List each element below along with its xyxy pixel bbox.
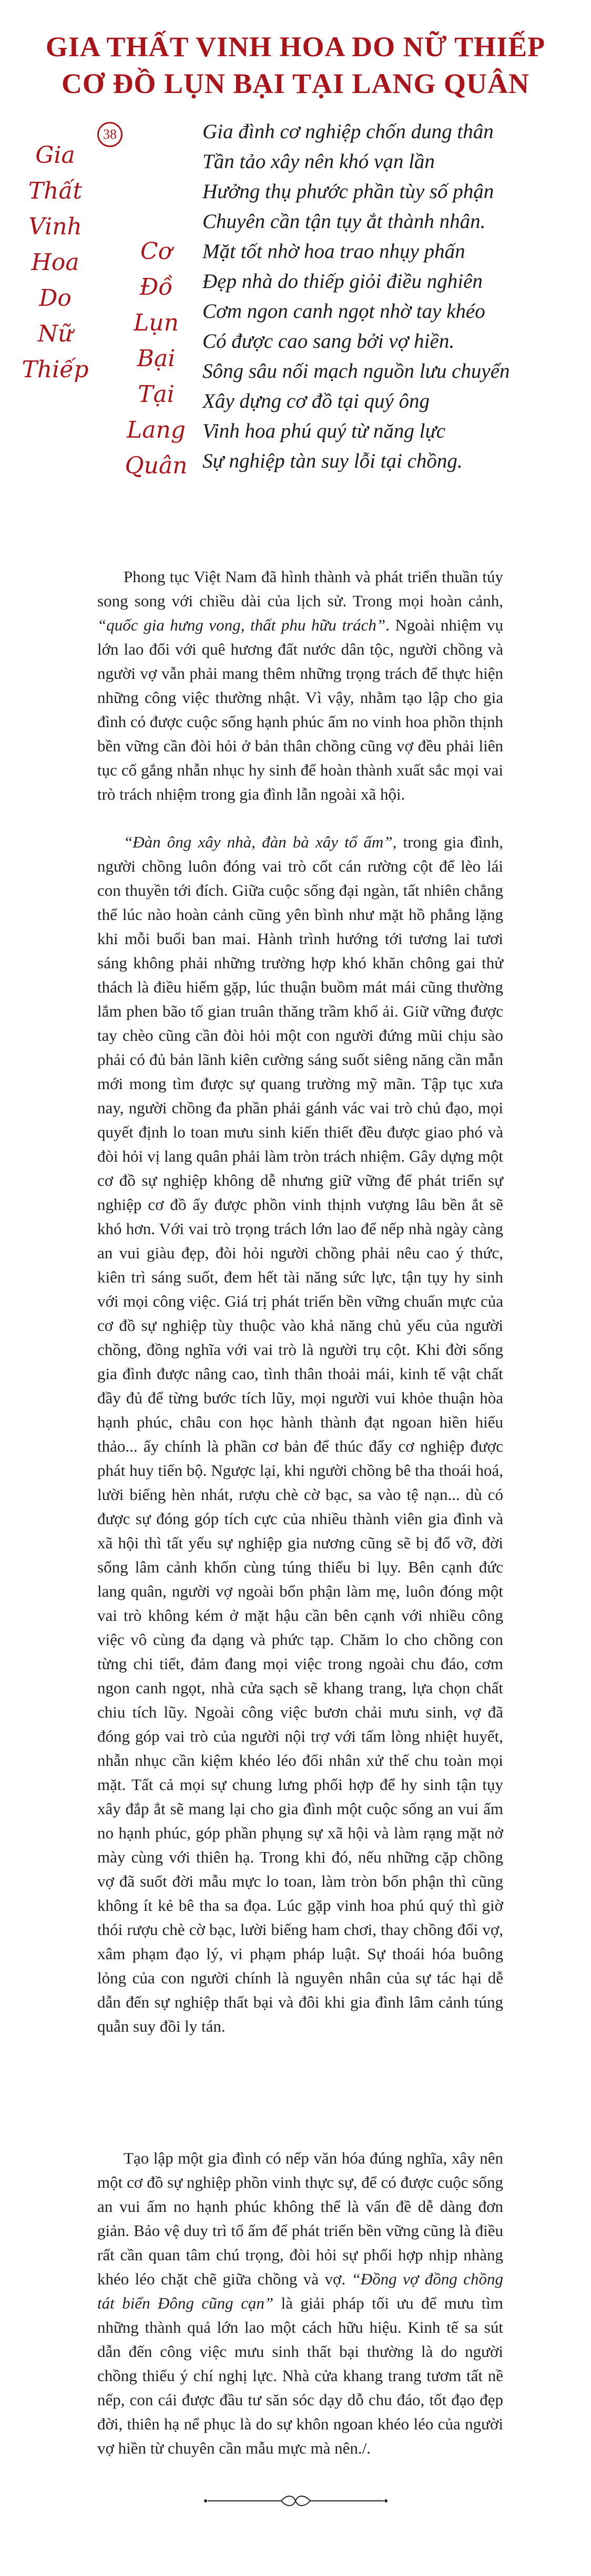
calligraphy-char: Hoa xyxy=(31,249,79,276)
paragraph-text: Phong tục Việt Nam đã hình thành và phát triển thuần túy song song với chiều dài của lịch sử. Trong mọi hoàn cảnh, xyxy=(97,567,503,610)
poem xyxy=(202,117,510,476)
calligraphy-char: Bại xyxy=(137,345,176,372)
quote-text: “Đàn ông xây nhà, đàn bà xây tổ ấm” xyxy=(124,833,393,851)
paragraph-text: Tạo lập một gia đình có nếp văn hóa đúng nghĩa, xây nên một cơ đồ sự nghiệp phồn vinh thực sự, để có được cuộc sống an vui ấm no hạnh phúc không thể là vấn đề dễ dàng đơn giản. Bảo vệ duy trì tổ ấm để phát triển bền vững cũng là điều rất cần quan tâm chú trọng, đòi hỏi sự phối hợp nhịp nhàng khéo léo chặt chẽ giữa chồng và vợ. xyxy=(97,2149,503,2288)
poem-line: Đẹp nhà do thiếp giỏi điều nghiên xyxy=(202,270,483,293)
poem-line: Tần tảo xây nên khó vạn lần xyxy=(202,150,435,173)
paragraph xyxy=(97,830,503,2039)
calligraphy-char: Lụn xyxy=(134,309,179,336)
paragraph-text: là giải pháp tối ưu để mưu tìm những thành quả lớn lao một cách hữu hiệu. Kinh tế sa sút dẫn đến công việc mưu sinh thất bại thường là do người chồng thiếu ý chí nghị lực. Nhà cửa khang trang tươm tất nề nếp, con cái được đầu tư săn sóc dạy dỗ chu đáo, tốt đạo đẹp đời, thiên hạ nể phục là do sự khôn ngoan khéo léo của người vợ hiền từ chuyên cần mẫu mực mà nên./. xyxy=(97,2294,503,2457)
poem-line: Mặt tốt nhờ hoa trao nhụy phấn xyxy=(202,240,465,263)
calligraphy-char: Quân xyxy=(125,452,188,479)
paragraph-text: , trong gia đình, người chồng luôn đóng vai trò cốt cán rường cột để lèo lái con thuyền tới đích. Giữa cuộc sống đại ngàn, tất nhiên chẳng thể lúc nào hoàn cảnh cũng yên bình như mặt hồ phẳng lặng khi mỗi buổi ban mai. Hành trình hướng tới tương lai tươi sáng không phải những trường hợp khó khăn chông gai thử thách là điều hiếm gặp, lúc thuận buồm mát mái cũng thường lắm phen bão tố gian truân thăng trầm khổ ải. Giữ vững được tay chèo cũng cần đòi hỏi một con người đứng mũi chịu sào phải có đủ bản lãnh kiên cường sáng suốt siêng năng cần mẫn mới mong tìm được sự quang trường mỹ mãn. Tập tục xưa nay, người chồng đa phần phải gánh vác vai trò chủ đạo, mọi quyết định lo toan mưu sinh kiến thiết đều được giao phó và đòi hỏi vị lang quân phải làm tròn trách nhiệm. Gây dựng một cơ đồ sự nghiệp không dễ nhưng giữ vững để phát triển sự nghiệp cơ đồ ấy được phồn vinh thịnh vượng lâu bền ắt sẽ khó hơn. Với vai trò trọng trách lớn lao để nếp nhà ngày càng an vui giàu đẹp, đòi hỏi người chồng phải nêu cao ý thức, kiên trì sáng suốt, đem hết tài năng sức lực, tận tụy hy sinh với mọi công việc. Giá trị phát triển bền vững chuẩn mực của cơ đồ sự nghiệp tùy thuộc vào khả năng chủ yếu của người chồng, đồng nghĩa với vai trò là người trụ cột. Khi đời sống gia đình được nâng cao, tình thân thoải mái, kinh tế vật chất đầy đủ để từng bước tích lũy, mọi người vui khỏe thuận hòa hạnh phúc, châu con học hành thành đạt ngoan hiền hiếu thảo... ấy chính là phần cơ bản để thúc đẩy cơ nghiệp được phát huy tiến bộ. Ngược lại, khi người chồng bê tha thoái hoá, lười biếng hèn nhát, rượu chè cờ bạc, sa vào tệ nạn... dù có được sự đóng góp tích cực của nhiều thành viên gia đình và xã hội thì tất yếu sự nghiệp gia nương cũng sẽ bị đổ vỡ, đời sống lâm cảnh khốn cùng túng thiếu bi lụy. Bên cạnh đức lang quân, người vợ ngoài bổn phận làm mẹ, luôn đóng một vai trò không kém ở mặt hậu cần bên cạnh với nhiều công việc vô cùng đa dạng và phức tạp. Chăm lo cho chồng con từng chi tiết, đảm đang mọi việc trong ngoài chu đáo, cơm ngon canh ngọt, nhà cửa sạch sẽ khang trang, lựa chọn chất chiu tích lũy. Ngoài công việc bươn chải mưu sinh, vợ đã đóng góp vai trò của người nội trợ với tấm lòng nhiệt huyết, nhẫn nhục cần kiệm khéo léo đối nhân xử thế chu toàn mọi mặt. Tất cả mọi sự chung lưng phối hợp để hy sinh tận tụy xây đắp ắt sẽ mang lại cho gia đình một cuộc sống an vui ấm no hạnh phúc, góp phần phụng sự xã hội và làm rạng mặt nở mày cùng với thiên hạ. Trong khi đó, nếu những cặp chồng vợ đã suốt đời mẫu mực lo toan, làm tròn bổn phận thì cũng không ít kẻ bê tha sa đọa. Lúc gặp vinh hoa phú quý thì giờ thói rượu chè cờ bạc, lười biếng ham chơi, thay chồng đổi vợ, xâm phạm đạo lý, vi phạm pháp luật. Sự thoái hóa buông lỏng của con người chính là nguyên nhân của sự tác hại dễ dẫn đến sự nghiệp thất bại và đôi khi gia đình lâm cảnh túng quẫn suy đồi ly tán. xyxy=(97,833,504,2035)
calligraphy-char: Gia xyxy=(35,142,75,169)
calligraphy-char: Tại xyxy=(138,381,175,408)
poem-line: Có được cao sang bởi vợ hiền. xyxy=(202,330,455,353)
poem-line: Chuyên cần tận tụy ắt thành nhân. xyxy=(202,210,486,233)
poem-line: Gia đình cơ nghiệp chốn dung thân xyxy=(202,120,494,143)
poem-line: Hưởng thụ phước phần tùy số phận xyxy=(202,180,494,203)
body-paragraph-1 xyxy=(97,565,503,806)
page-number-badge: 38 xyxy=(97,122,123,147)
calligraphy-char: Đồ xyxy=(139,274,173,301)
quote-text: “Đồng vợ đồng chồng tát biển Đông cũng cạn” xyxy=(97,2270,503,2312)
body-paragraph-3 xyxy=(97,2146,503,2460)
calligraphy-char: Thiếp xyxy=(22,356,89,383)
paragraph xyxy=(97,565,503,806)
poem-line: Vinh hoa phú quý từ năng lực xyxy=(202,420,446,442)
poem-line: Cơm ngon canh ngọt nhờ tay khéo xyxy=(202,300,485,323)
poem-line: Xây dựng cơ đồ tại quý ông xyxy=(202,390,430,412)
paragraph xyxy=(97,2146,503,2460)
divider-ornament-icon xyxy=(202,2491,389,2510)
paragraph-text: . Ngoài nhiệm vụ lớn lao đối với quê hương đất nước dân tộc, người chồng và người vợ vẫn phải mang thêm những trọng trách để thực hiện những công việc thường nhật. Vì vậy, nhằm tạo lập cho gia đình có được cuộc sống hạnh phúc ấm no vinh hoa phồn thịnh bền vững cần đòi hỏi ở bản thân chồng cũng vợ đều phải liên tục cố gắng nhẫn nhục hy sinh để hoàn thành xuất sắc mọi vai trò trách nhiệm trong gia đình lẫn ngoài xã hội. xyxy=(97,616,503,803)
title-line-2: CƠ ĐỒ LỤN BẠI TẠI LANG QUÂN xyxy=(61,68,530,99)
title-line-1: GIA THẤT VINH HOA DO NỮ THIẾP xyxy=(45,31,546,63)
calligraphy-char: Thất xyxy=(28,178,83,204)
calligraphy-char: Vinh xyxy=(28,213,82,240)
poem-line: Sông sâu nối mạch nguồn lưu chuyển xyxy=(202,360,510,382)
calligraphy-column-1 xyxy=(16,138,95,388)
calligraphy-char: Lang xyxy=(127,417,186,443)
poem-line: Sự nghiệp tàn suy lỗi tại chồng. xyxy=(202,450,463,472)
quote-text: “quốc gia hưng vong, thất phu hữu trách” xyxy=(97,616,386,634)
calligraphy-char: Nữ xyxy=(37,320,73,347)
body-paragraph-2 xyxy=(97,830,503,2039)
calligraphy-column-2 xyxy=(117,234,196,484)
calligraphy-char: Cơ xyxy=(140,238,172,265)
calligraphy-char: Do xyxy=(39,285,72,312)
